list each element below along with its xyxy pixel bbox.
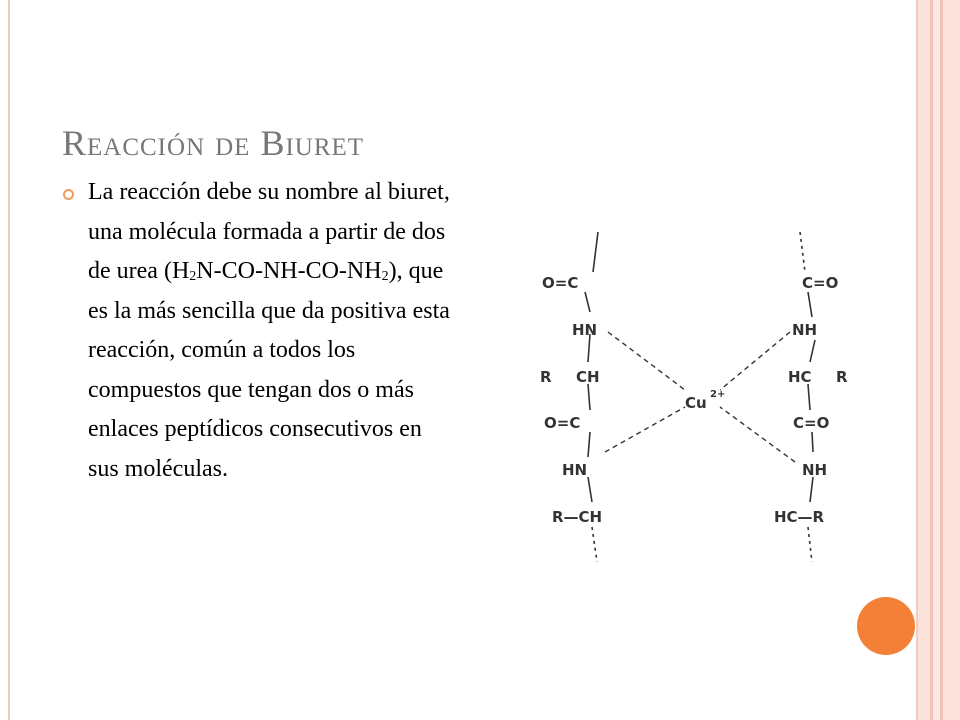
left-r-ch-bottom: R—CH [552,508,603,526]
right-r-group: R [836,368,848,386]
right-hc: HC [788,368,812,386]
decorative-stripe [918,0,930,720]
subscript: 2 [189,269,197,284]
left-carbonyl-top: O=C [542,274,579,292]
copper-charge: 2+ [710,389,726,400]
left-ch: CH [576,368,600,386]
bullet-text-part: ), que es la más sencilla que da positiva esta reacción, común a todos los compuestos que tengan dos o más enlaces peptídicos consecutivos en sus moléculas. [88,258,450,482]
right-carbonyl-bottom: C=O [793,414,830,432]
left-amine-bottom: HN [562,461,588,479]
left-carbonyl-bottom: O=C [544,414,581,432]
copper-ion: Cu [685,394,707,412]
subscript: 2 [381,269,389,284]
left-r-group: R [540,368,552,386]
decorative-stripe [943,0,960,720]
bullet-text [88,173,458,489]
decorative-stripe [933,0,940,720]
bullet-circle-icon [63,189,74,200]
biuret-copper-complex-diagram [530,222,870,572]
bullet-text-part: N-CO-NH-CO-NH [196,258,382,284]
bullet-text-part: La reacción debe su nombre al biuret, una molécula formada a partir de dos de urea (H [88,179,450,284]
slide-title: Reacción de Biuret [62,123,365,164]
right-carbonyl-top: C=O [802,274,839,292]
left-amine-top: HN [572,321,598,339]
right-amine-top: NH [792,321,818,339]
orange-circle-accent [857,597,915,655]
right-hc-r-bottom: HC—R [774,508,825,526]
right-amine-bottom: NH [802,461,828,479]
